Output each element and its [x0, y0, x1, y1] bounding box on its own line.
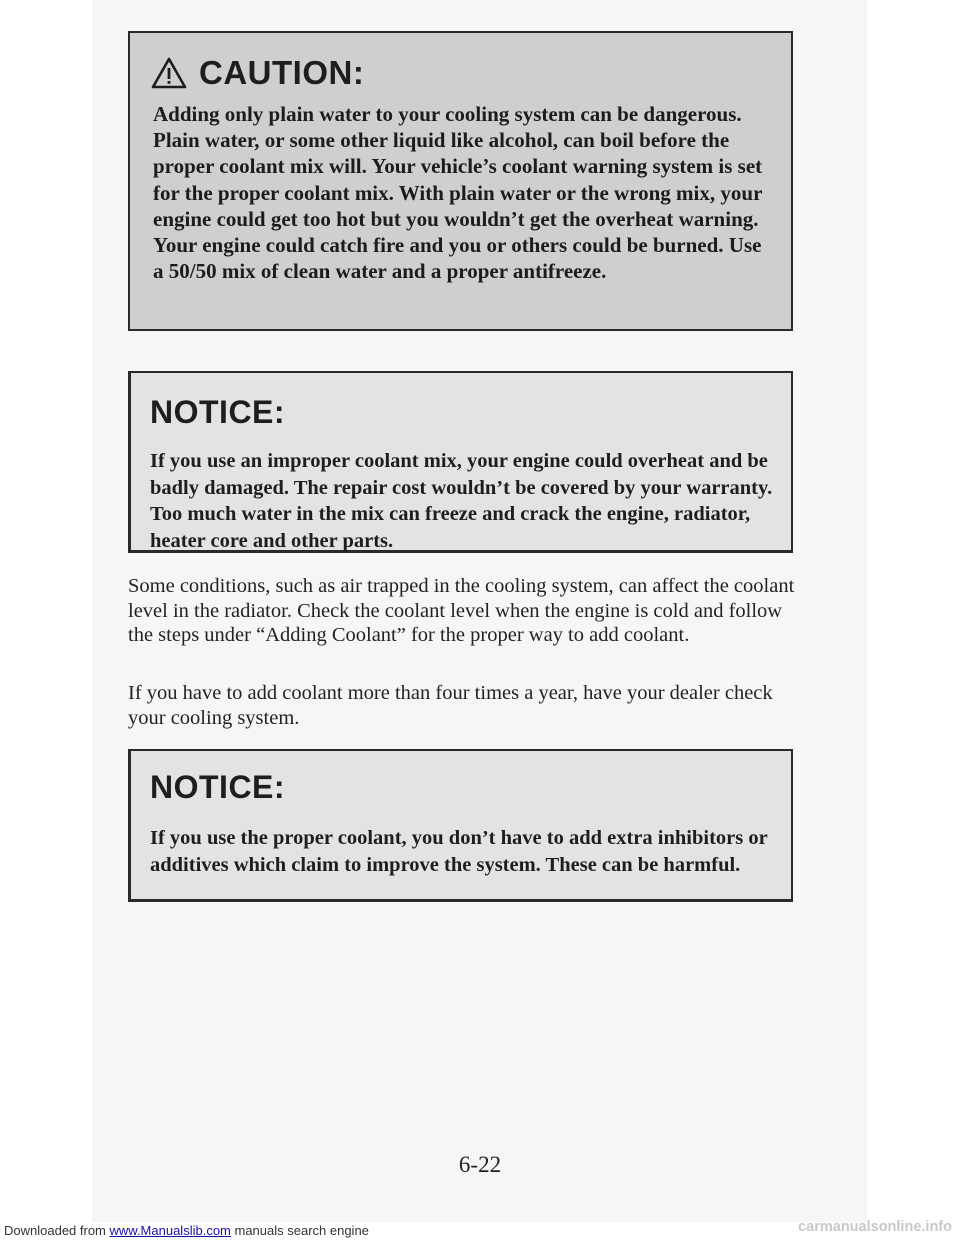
- footer-prefix: Downloaded from: [4, 1223, 110, 1238]
- body-paragraph-dealer-check: If you have to add coolant more than four times a year, have your dealer check your cooling system.: [128, 682, 773, 729]
- notice-text: If you use an improper coolant mix, your engine could overheat and be badly damaged. The repair cost wouldn’t be covered by your warranty. Too much water in the mix can freeze and crack the engine, radiator, heater core and other parts.: [150, 450, 773, 552]
- notice-box-coolant-mix: [128, 371, 793, 553]
- caution-box: [128, 31, 793, 331]
- page-number: 6-22: [458, 1152, 502, 1177]
- notice-title: NOTICE:: [150, 394, 286, 430]
- notice-title: NOTICE:: [150, 769, 286, 805]
- manualslib-link[interactable]: www.Manualslib.com: [109, 1223, 231, 1238]
- notice-text: If you use the proper coolant, you don’t have to add extra inhibitors or additives which claim to improve the system. These can be harmful.: [150, 827, 768, 876]
- caution-title: CAUTION:: [199, 54, 365, 91]
- footer-suffix: manuals search engine: [230, 1223, 369, 1238]
- warning-triangle-icon: [151, 57, 187, 89]
- watermark-text: carmanualsonline.info: [798, 1219, 952, 1235]
- download-footer: [4, 1223, 369, 1238]
- notice-box-inhibitors: [128, 749, 793, 902]
- caution-heading: [151, 55, 771, 91]
- body-paragraph-coolant-level: Some conditions, such as air trapped in the cooling system, can affect the coolant level in the radiator. Check the coolant level when the engine is cold and follow the steps under “Adding Coolant” for the proper way to add coolant.: [128, 575, 795, 647]
- caution-text: Adding only plain water to your cooling system can be dangerous. Plain water, or some other liquid like alcohol, can boil before the proper coolant mix will. Your vehicle’s coolant warning system is set for the proper coolant mix. With plain water or the wrong mix, your engine could get too hot but you wouldn’t get the overheat warning. Your engine could catch fire and you or others could be burned. Use a 50/50 mix of clean water and a proper antifreeze.: [153, 102, 763, 284]
